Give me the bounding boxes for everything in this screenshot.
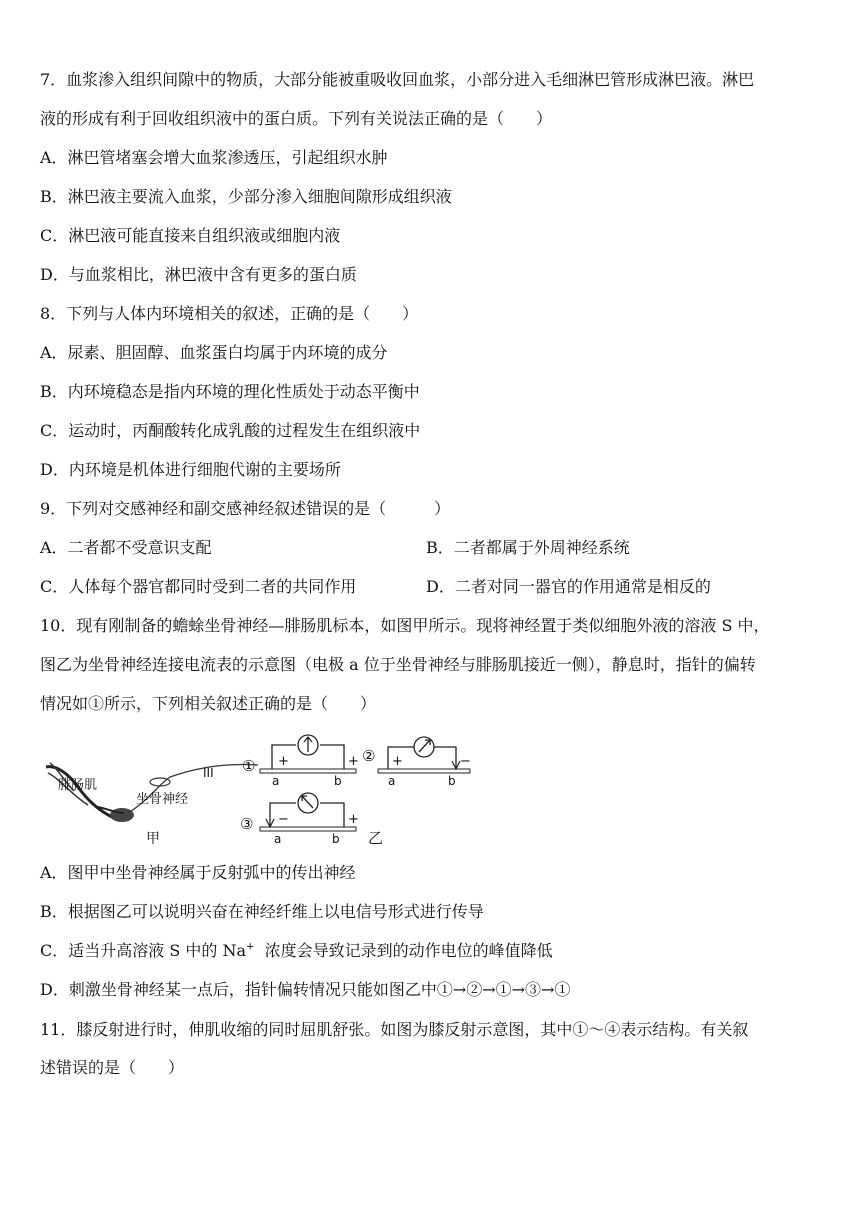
panel3-electrode-a: a	[274, 832, 282, 846]
q9-row2	[40, 577, 711, 597]
q9-row1	[40, 538, 630, 558]
roman-label: III	[203, 766, 214, 780]
yi-label: 乙	[368, 829, 384, 847]
q11-stem-line1: 11．膝反射进行时，伸肌收缩的同时屈肌舒张。如图为膝反射示意图，其中①～④表示结构。有关叙	[40, 1020, 749, 1039]
q10-option-c	[40, 941, 553, 961]
q9-option-d: D．二者对同一器官的作用通常是相反的	[426, 577, 711, 596]
panel1-plus-a: +	[278, 754, 289, 769]
q7-option-d: D．与血浆相比，淋巴液中含有更多的蛋白质	[40, 265, 357, 284]
q8-option-d: D．内环境是机体进行细胞代谢的主要场所	[40, 460, 341, 479]
q9-option-a: A．二者都不受意识支配	[40, 538, 212, 557]
panel3-meter	[260, 793, 356, 831]
panel3-plus-b: +	[348, 812, 359, 827]
nerve-muscle-figure	[38, 725, 478, 850]
nerve-label: 坐骨神经	[136, 792, 189, 807]
q7-option-a: A．淋巴管堵塞会增大血浆渗透压，引起组织水肿	[40, 148, 388, 167]
panel1-meter	[260, 735, 356, 773]
q8-option-a: A．尿素、胆固醇、血浆蛋白均属于内环境的成分	[40, 343, 388, 362]
q10-option-b: B．根据图乙可以说明兴奋在神经纤维上以电信号形式进行传导	[40, 902, 484, 921]
panel3-electrode-b: b	[332, 832, 340, 846]
q7-stem-line2: 液的形成有利于回收组织液中的蛋白质。下列有关说法正确的是（ ）	[40, 109, 553, 128]
q7-option-b: B．淋巴液主要流入血浆，少部分渗入细胞间隙形成组织液	[40, 187, 452, 206]
q8-stem: 8．下列与人体内环境相关的叙述，正确的是（ ）	[40, 304, 419, 323]
panel1-electrode-b: b	[334, 774, 342, 788]
panel2-number: ②	[362, 747, 376, 765]
q9-option-c: C．人体每个器官都同时受到二者的共同作用	[40, 577, 357, 596]
q10-option-a: A．图甲中坐骨神经属于反射弧中的传出神经	[40, 863, 356, 882]
q10-option-c-sup: +	[246, 941, 255, 953]
panel1-plus-b: +	[348, 754, 359, 769]
q10-stem-line1: 10．现有刚制备的蟾蜍坐骨神经—腓肠肌标本，如图甲所示。现将神经置于类似细胞外液的溶液 S 中，	[40, 616, 770, 635]
q10-option-c-pre: C．适当升高溶液 S 中的 Na	[40, 941, 247, 960]
q10-stem-line2: 图乙为坐骨神经连接电流表的示意图（电极 a 位于坐骨神经与腓肠肌接近一侧），静息时，指针的偏转	[40, 655, 756, 674]
panel2-electrode-b: b	[448, 774, 456, 788]
q10-option-d: D．刺激坐骨神经某一点后，指针偏转情况只能如图乙中①→②→①→③→①	[40, 980, 571, 999]
jia-label: 甲	[146, 831, 160, 847]
q8-option-b: B．内环境稳态是指内环境的理化性质处于动态平衡中	[40, 382, 420, 401]
q7-option-c: C．淋巴液可能直接来自组织液或细胞内液	[40, 226, 341, 245]
q7-stem-line1: 7．血浆渗入组织间隙中的物质，大部分能被重吸收回血浆，小部分进入毛细淋巴管形成淋巴液。淋巴	[40, 70, 755, 89]
q9-option-b: B．二者都属于外周神经系统	[426, 538, 630, 557]
panel2-electrode-a: a	[388, 774, 396, 788]
panel1-electrode-a: a	[272, 774, 280, 788]
q9-stem: 9．下列对交感神经和副交感神经叙述错误的是（ ）	[40, 499, 451, 518]
panel2-minus-b: −	[460, 754, 471, 769]
muscle-label: 腓肠肌	[58, 778, 98, 793]
q10-option-c-post: 浓度会导致记录到的动作电位的峰值降低	[254, 941, 553, 960]
panel2-plus-a: +	[392, 754, 403, 769]
panel3-number: ③	[240, 815, 254, 833]
q11-stem-line2: 述错误的是（ ）	[40, 1058, 185, 1077]
q8-option-c: C．运动时，丙酮酸转化成乳酸的过程发生在组织液中	[40, 421, 421, 440]
panel3-minus-a: −	[278, 812, 289, 827]
q10-stem-line3: 情况如①所示，下列相关叙述正确的是（ ）	[40, 694, 377, 713]
panel1-number: ①	[242, 757, 256, 775]
